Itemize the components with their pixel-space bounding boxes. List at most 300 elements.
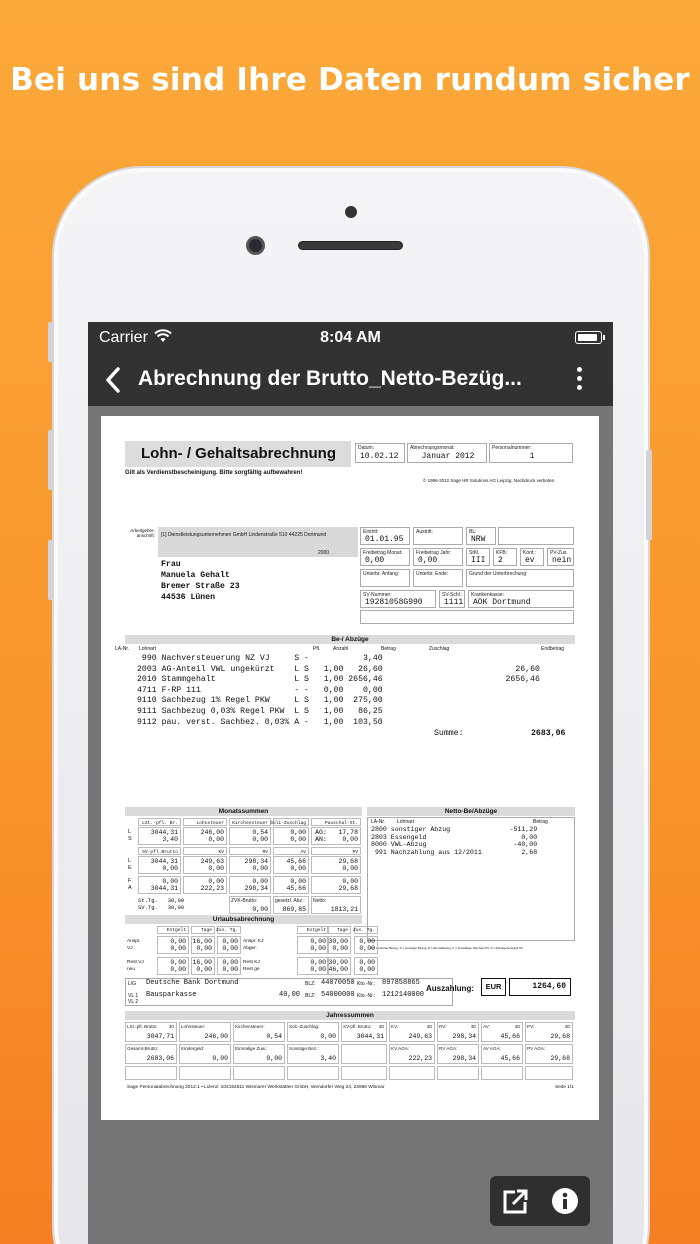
address-line: Manuela Gehalt	[161, 571, 230, 580]
proximity-sensor	[345, 206, 357, 218]
row-label: Anspr. VJ	[127, 939, 141, 951]
year-sum-label: Kindergeld:	[181, 1046, 205, 1051]
employee-field	[360, 569, 410, 587]
employee-field-label: Freibetrag Monat:	[363, 550, 403, 556]
employee-field	[466, 527, 496, 545]
table-row: 9111 Sachbezug 0,03% Regel PKW L S 1,00 86,25	[137, 707, 383, 716]
sum-value: 45,66 0,00	[286, 858, 306, 872]
urlaub-cell	[217, 957, 241, 975]
kto-label-2: Kto.-Nr.:	[357, 993, 376, 999]
urlaub-cell	[327, 936, 351, 954]
table-row: 4711 F-RP 111 - - 0,00 0,00	[137, 685, 383, 695]
earpiece-speaker	[298, 241, 403, 250]
table-row: 8000 VWL-Abzug -40,00	[371, 841, 538, 848]
sum-cell	[229, 847, 271, 855]
sum-cell	[311, 876, 361, 894]
sum-cell	[229, 876, 271, 894]
payslip-document	[101, 416, 599, 1120]
header-field-label: Abrechnungsmonat:	[410, 445, 455, 451]
year-sum-label: Lohnsteuer:	[181, 1024, 206, 1029]
year-sum-days: 30	[564, 1024, 570, 1029]
column-header: Betrag	[533, 819, 548, 825]
sum-label: gesetzl. Abz.:	[275, 898, 305, 904]
employee-field-value: ev	[525, 556, 535, 565]
urlaub-header-text: Tage	[200, 928, 212, 933]
urlaub-cell	[297, 936, 329, 954]
year-sum-empty	[437, 1066, 479, 1080]
year-sum-cell	[287, 1044, 339, 1064]
sum-cell	[183, 847, 227, 855]
employee-field	[466, 569, 574, 587]
year-sum-days: 30	[168, 1024, 174, 1029]
year-sum-days: 30	[426, 1024, 432, 1029]
sum-header: Soli-Zuschlag	[270, 821, 306, 826]
sum-header: Kirchensteuer	[232, 821, 268, 826]
year-sum-value: 2683,06	[146, 1055, 174, 1062]
screen	[88, 322, 613, 1244]
employee-field-label: Grund der Unterbrechung:	[469, 571, 528, 577]
year-sum-value: 0,00	[266, 1055, 282, 1062]
info-icon[interactable]	[551, 1187, 579, 1215]
year-sum-label: Sonstige Bez.:	[289, 1046, 319, 1051]
sum-value: 0,00 0,00	[290, 829, 306, 843]
blz-value-2: 54000000	[321, 991, 355, 999]
year-sum-value: 0,00	[212, 1055, 228, 1062]
urlaub-value: 0,00 0,00	[310, 959, 326, 973]
year-sum-label: Gesamt-Brutto:	[127, 1046, 159, 1051]
urlaub-header	[191, 926, 215, 934]
sum-value: 0,00 298,34	[244, 878, 268, 892]
employee-field-value: 0,00	[365, 556, 385, 565]
employee-field-value: 2	[498, 556, 503, 565]
employee-field	[520, 548, 544, 566]
row-label: L S	[128, 829, 132, 842]
app-bar	[88, 354, 613, 406]
year-sum-cell	[125, 1044, 177, 1064]
sum-header: Lohnsteuer	[196, 821, 224, 826]
employee-field-label: Krankenkasse:	[471, 592, 505, 598]
urlaub-cell	[157, 936, 189, 954]
employee-field-label: Eintritt:	[363, 529, 379, 535]
employee-field	[413, 527, 463, 545]
mute-switch	[48, 322, 54, 362]
bank-name-2: Bausparkasse	[146, 991, 197, 999]
year-sum-cell	[389, 1044, 435, 1064]
header-field	[489, 443, 573, 463]
urlaub-header-text: Zus. Tg.	[352, 928, 375, 933]
sum-cell	[311, 856, 361, 874]
year-sum-cell	[125, 1022, 177, 1042]
monatssummen-header: Monatssummen	[125, 807, 362, 816]
urlaub-value: 0,00 0,00	[170, 959, 186, 973]
employee-field-label: Konf.:	[523, 550, 537, 556]
urlaub-value: 0,00 0,00	[170, 938, 186, 952]
column-header: Anzahl	[333, 646, 349, 652]
sum-value: 1813,21	[330, 906, 358, 913]
footer: Sage Personalabrechnung 2012.1 • Lizenz: 104154511 Wismarer Werkstätten GmbH, Wendorfer Weg 24, 23966 Wismar	[127, 1085, 385, 1090]
employee-field-label: StKl.	[469, 550, 480, 556]
battery-icon	[575, 331, 602, 344]
header-field-label: Datum:	[358, 445, 375, 451]
column-header: LA-Nr.	[371, 819, 386, 825]
urlaub-value: 30,00 0,00	[328, 938, 348, 952]
year-sum-value: 29,68	[550, 1055, 570, 1062]
summe-label: Summe:	[434, 729, 464, 738]
year-sum-value: 0,54	[266, 1033, 282, 1040]
employer-address: [1] Dienstleistungsunternehmen GmbH Lindenstraße 510 44225 Dortmund	[161, 532, 327, 538]
be-abzuege-header: Be-/ Abzüge	[125, 635, 575, 644]
sum-cell	[138, 876, 181, 894]
column-header: LA-Nr.	[115, 646, 130, 652]
employee-field-label: KFB:	[496, 550, 508, 556]
jahressummen-header: Jahressummen	[125, 1011, 575, 1020]
year-sum-cell	[233, 1022, 285, 1042]
year-sum-value: 3047,71	[146, 1033, 174, 1040]
year-sum-label: SV-pfl. Brutto:	[343, 1024, 372, 1029]
year-sum-label: LSt.-pfl. Brutto:	[127, 1024, 158, 1029]
row-label: Anspr. KJ Abger.	[243, 939, 264, 951]
sum-value: 3044,31 0,00	[150, 858, 178, 872]
volume-up-button	[48, 430, 54, 490]
sum-cell	[183, 827, 227, 845]
headline: Bei uns sind Ihre Daten rundum sicher	[10, 62, 690, 98]
more-vertical-icon[interactable]	[577, 367, 583, 393]
sum-cell	[138, 818, 181, 826]
urlaub-header	[217, 926, 241, 934]
employee-field	[413, 548, 463, 566]
urlaub-header-text: Tage	[336, 928, 348, 933]
sum-header: AV	[300, 850, 306, 855]
employee-field-label: PV-Zus.	[550, 550, 568, 556]
sum-cell	[311, 827, 361, 845]
employer-number: 2000	[318, 550, 330, 556]
copyright: © 1996-2012 Sage HR Solutions AG Leipzig. Nachdruck verboten.	[423, 478, 556, 483]
header-field	[407, 443, 487, 463]
sum-cell	[229, 827, 271, 845]
employee-field-label: Freibetrag Jahr:	[416, 550, 452, 556]
urlaub-header	[354, 926, 378, 934]
urlaub-header	[157, 926, 189, 934]
sum-cell	[311, 847, 361, 855]
open-external-icon[interactable]	[502, 1187, 530, 1215]
sum-value: 0,00	[252, 906, 268, 913]
vl-amount: 40,00	[279, 991, 301, 999]
year-sum-cell	[481, 1044, 523, 1064]
urlaub-cell	[327, 957, 351, 975]
urlaub-value: 30,00 46,00	[328, 959, 348, 973]
row-label: F A	[128, 878, 132, 891]
employee-field	[360, 548, 410, 566]
year-sum-cell	[287, 1022, 339, 1042]
sum-cell	[138, 856, 181, 874]
sum-header: SV-pfl.Brutto	[142, 850, 178, 855]
year-sum-empty	[233, 1066, 285, 1080]
year-sum-label: Kirchensteuer:	[235, 1024, 265, 1029]
urlaub-cell	[191, 957, 215, 975]
sum-cell	[311, 896, 361, 914]
column-header: Zuschlag	[429, 646, 450, 652]
employee-field	[547, 548, 574, 566]
year-sum-value: 29,68	[550, 1033, 570, 1040]
recipient-address	[158, 557, 358, 607]
table-row: 2800 sonstiger Abzug -511,29	[371, 826, 538, 833]
employee-field-value: NRW	[471, 535, 486, 544]
sum-cell	[138, 827, 181, 845]
urlaub-value: 0,00 0,00	[310, 938, 326, 952]
year-sum-value: 45,66	[500, 1033, 520, 1040]
employee-field-value: AOK Dortmund	[473, 598, 531, 607]
table-row: 2803 Essengeld 0,00	[371, 833, 538, 841]
sum-cell	[273, 847, 309, 855]
employee-field-label: Austritt:	[416, 529, 433, 535]
sum-value: AG: 17,78 AN: 0,00	[315, 829, 358, 843]
summe-value: 2683,06	[531, 729, 566, 738]
employee-field	[360, 590, 436, 608]
employee-field	[413, 569, 463, 587]
year-sum-cell	[341, 1044, 387, 1064]
address-line: Bremer Straße 23	[161, 582, 240, 591]
sum-value: 0,00 3044,31	[150, 878, 178, 892]
employee-field-label: BL:	[469, 529, 477, 535]
sum-label: ZVK-Brutto:	[231, 898, 258, 904]
action-bar	[490, 1176, 590, 1226]
year-sum-days: 30	[378, 1024, 384, 1029]
urlaub-cell	[191, 936, 215, 954]
sum-cell	[229, 856, 271, 874]
sum-header: Pauschal-St.	[324, 821, 358, 826]
document-title: Abrechnung der Brutto_Netto-Bezüg...	[138, 367, 522, 390]
year-sum-value: 0,00	[320, 1033, 336, 1040]
employee-field-value: 01.01.95	[365, 535, 404, 544]
netto-header: Netto-Be/Abzüge	[367, 807, 575, 816]
address-line: Frau	[161, 560, 181, 569]
tage: St.Tg. 30,00 SV.Tg. 30,00	[138, 897, 185, 911]
sum-cell	[273, 876, 309, 894]
payslip-title: Lohn- / Gehaltsabrechnung	[125, 441, 351, 467]
front-camera	[246, 236, 265, 255]
employee-field	[466, 548, 490, 566]
bank-name: Deutsche Bank Dortmund	[146, 979, 239, 987]
year-sum-cell	[437, 1044, 479, 1064]
employee-field-label: SV-Nummer:	[363, 592, 392, 598]
year-sum-days: 30	[514, 1024, 520, 1029]
urlaub-value: 0,00 0,00	[222, 959, 238, 973]
urlaub-value: 0,00 0,00	[222, 938, 238, 952]
sum-header: RV	[262, 850, 268, 855]
year-sum-empty	[481, 1066, 523, 1080]
urlaub-cell	[157, 957, 189, 975]
employee-field-value: nein	[552, 556, 572, 565]
employee-field	[498, 527, 574, 545]
row-label: L E	[128, 858, 132, 871]
battery-level	[578, 334, 597, 341]
table-row: 9110 Sachbezug 1% Regel PKW L S 1,00 275,00	[137, 696, 383, 706]
sum-cell	[183, 818, 227, 826]
sum-cell	[229, 896, 271, 914]
employee-field	[439, 590, 465, 608]
employee-field	[360, 527, 410, 545]
auszahlung-value: 1264,60	[509, 978, 571, 996]
year-sum-value: 298,34	[452, 1055, 476, 1062]
year-sum-cell	[341, 1022, 387, 1042]
urlaub-header-text: Zus. Tg.	[215, 928, 238, 933]
urlaub-value: 0,00 0,00	[359, 959, 375, 973]
chevron-left-icon[interactable]	[102, 366, 126, 394]
sum-value: 246,00 0,00	[200, 829, 224, 843]
sum-cell	[183, 876, 227, 894]
employee-field	[468, 590, 574, 608]
year-sum-label: RV AGA:	[439, 1046, 458, 1051]
table-row: 2010 Stammgehalt L S 1,00 2656,46 2656,46	[137, 675, 540, 685]
kto-value-2: 1212140000	[382, 991, 425, 999]
year-sum-empty	[125, 1066, 177, 1080]
year-sum-empty	[341, 1066, 387, 1080]
header-field-value: 1	[529, 452, 535, 461]
table-row: 9112 pau. verst. Sachbez. 0,03% A - 1,00 103,50	[137, 717, 383, 727]
urlaub-header	[297, 926, 329, 934]
year-sum-label: KV AGA:	[391, 1046, 410, 1051]
header-field-value: 10.02.12	[360, 452, 399, 461]
currency: EUR	[481, 978, 506, 996]
year-sum-cell	[437, 1022, 479, 1042]
sum-cell	[273, 896, 309, 914]
urlaub-cell	[354, 936, 378, 954]
column-header: Lohnart	[139, 646, 156, 652]
year-sum-cell	[179, 1044, 231, 1064]
employee-field-label: SV-Schl.:	[442, 592, 463, 598]
employee-field-value: 19281058G990	[365, 598, 423, 607]
power-button	[646, 450, 652, 540]
sum-cell	[270, 818, 309, 826]
year-sum-value: 45,66	[500, 1055, 520, 1062]
urlaub-value: 16,00 0,00	[192, 938, 212, 952]
status-bar	[88, 322, 613, 354]
year-sum-label: PV AGA:	[527, 1046, 546, 1051]
employee-field-value: 0,00	[418, 556, 438, 565]
year-sum-label: Soli.-Zuschlag:	[289, 1024, 320, 1029]
sum-value: 0,00 222,23	[200, 878, 224, 892]
header-field	[355, 443, 405, 463]
employer-label: Arbeitgeber-anschrift:	[130, 528, 155, 538]
sum-value: 3044,31 3,40	[150, 829, 178, 843]
clock: 8:04 AM	[320, 329, 381, 346]
year-sum-label: PV:	[527, 1024, 535, 1029]
volume-down-button	[48, 540, 54, 600]
employee-field	[360, 610, 574, 624]
urlaub-cell	[297, 957, 329, 975]
sum-value: 0,00 45,66	[286, 878, 306, 892]
kto-label: Kto.-Nr.:	[357, 981, 376, 987]
table-row: 990 Nachversteuerung NZ VJ S - 3,40	[137, 654, 383, 663]
row-label: Rest VJ neu	[127, 960, 144, 972]
footnote: L = laufender Bezug, S = sonstiger Bezug, E = Einmalbezug, F = Freiwilliger Wechsel SV, A = Arbeitgeberanteil SV	[371, 946, 524, 950]
urlaub-header: Urlaubsabrechnung	[125, 915, 362, 924]
year-sum-value: 3,40	[320, 1055, 336, 1062]
year-sum-cell	[525, 1044, 573, 1064]
blz-label: BLZ:	[305, 981, 316, 987]
year-sum-label: AV:	[483, 1024, 490, 1029]
year-sum-empty	[179, 1066, 231, 1080]
sum-header: LSt.-pfl. Br.	[142, 821, 178, 826]
urlaub-cell	[354, 957, 378, 975]
sum-cell	[229, 818, 271, 826]
sum-header: KV	[218, 850, 224, 855]
year-sum-value: 222,23	[408, 1055, 432, 1062]
year-sum-days: 30	[470, 1024, 476, 1029]
address-line: 44536 Lünen	[161, 593, 216, 602]
column-header: Endbetrag	[541, 646, 565, 652]
sum-cell	[273, 856, 309, 874]
year-sum-label: RV:	[439, 1024, 447, 1029]
table-row: 991 Nachzahlung aus 12/2011 2,68	[371, 848, 538, 856]
sum-value: 29,68 0,00	[338, 858, 358, 872]
employee-field	[493, 548, 517, 566]
year-sum-cell	[525, 1022, 573, 1042]
sum-cell	[311, 818, 361, 826]
year-sum-cell	[179, 1022, 231, 1042]
sum-value: 298,34 0,00	[244, 858, 268, 872]
urlaub-value: 0,00 0,00	[359, 938, 375, 952]
header-field-value: Januar 2012	[421, 452, 475, 461]
column-header: Betrag	[381, 646, 396, 652]
year-sum-empty	[287, 1066, 339, 1080]
year-sum-cell	[481, 1022, 523, 1042]
year-sum-value: 3044,31	[356, 1033, 384, 1040]
sum-label: Netto:	[313, 898, 327, 904]
sum-value: 869,85	[282, 906, 306, 913]
urlaub-header-text: Entgelt	[166, 928, 186, 933]
sum-cell	[138, 847, 181, 855]
year-sum-value: 298,34	[452, 1033, 476, 1040]
page-number: Seite 1/1	[555, 1085, 574, 1090]
year-sum-value: 249,63	[408, 1033, 432, 1040]
header-field-label: Personalnummer:	[492, 445, 532, 451]
sum-value: 0,54 0,00	[252, 829, 268, 843]
sum-cell	[273, 827, 309, 845]
carrier-label: Carrier	[99, 329, 148, 346]
row-label: Rest KJ Rest ge	[243, 960, 260, 972]
auszahlung-label: Auszahlung:	[426, 984, 474, 993]
urlaub-header	[327, 926, 351, 934]
employee-field-label: Unterbr. Ende:	[416, 571, 449, 577]
column-header: Lohnart	[397, 819, 414, 825]
year-sum-label: AV AGA:	[483, 1046, 501, 1051]
year-sum-empty	[525, 1066, 573, 1080]
sum-cell	[183, 856, 227, 874]
year-sum-value: 246,00	[204, 1033, 228, 1040]
urlaub-cell	[217, 936, 241, 954]
employee-field-value: 1111	[444, 598, 464, 607]
employee-field-label: Unterbr. Anfang:	[363, 571, 400, 577]
notice: Gilt als Verdienstbescheinigung. Bitte sorgfältig aufbewahren!	[125, 470, 303, 476]
urlaub-header-text: Entgelt	[306, 928, 326, 933]
table-row: 2003 AG-Anteil VWL ungekürzt L S 1,00 26,60 26,60	[137, 664, 540, 674]
kto-value: 897858865	[382, 979, 420, 987]
lg-label: L/G	[128, 981, 137, 987]
sum-value: 0,00 29,68	[338, 878, 358, 892]
year-sum-label: Einmalige Zuw.:	[235, 1046, 268, 1051]
blz-label-2: BLZ:	[305, 993, 316, 999]
vl-label: VL 1 VL 2	[128, 993, 139, 1005]
column-header: Pfl.	[313, 646, 321, 652]
year-sum-cell	[389, 1022, 435, 1042]
urlaub-value: 16,00 0,00	[192, 959, 212, 973]
sum-value: 249,63 0,00	[200, 858, 224, 872]
blz-value: 44070050	[321, 979, 355, 987]
year-sum-cell	[233, 1044, 285, 1064]
year-sum-empty	[389, 1066, 435, 1080]
year-sum-label: KV:	[391, 1024, 399, 1029]
